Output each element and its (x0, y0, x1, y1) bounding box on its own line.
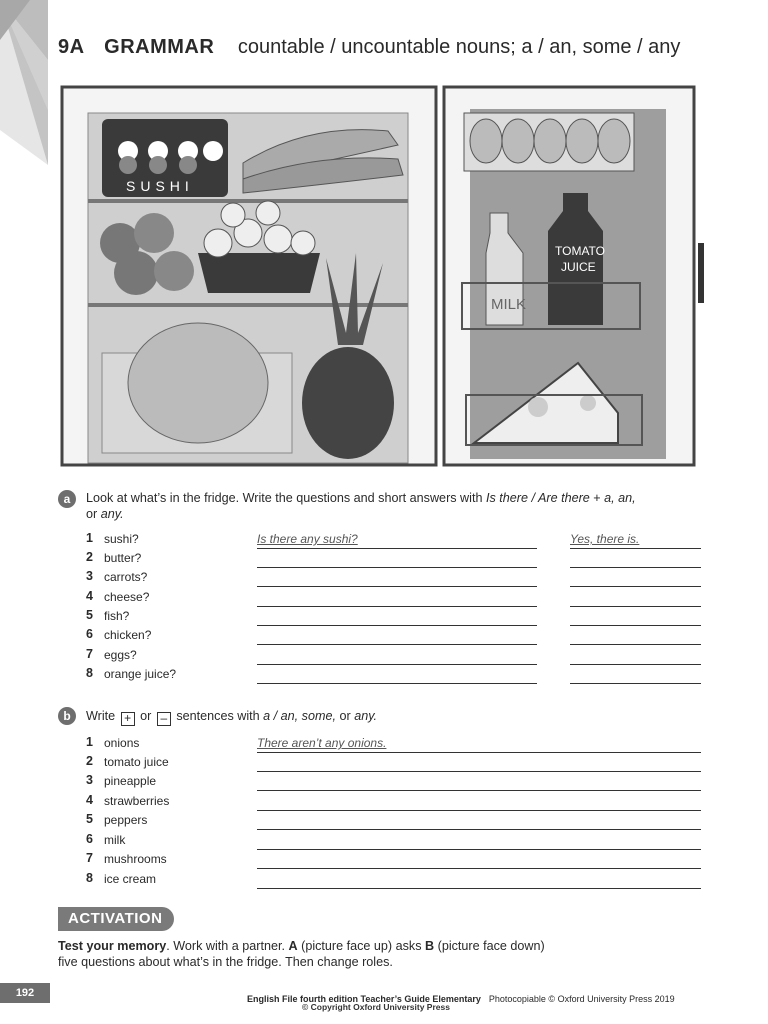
juice-label-1: TOMATO (555, 244, 606, 258)
footer-text: English File fourth edition Teacher’s Guide Elementary Photocopiable © Oxford University Press 2019 (247, 994, 675, 1004)
answer-question-line[interactable] (257, 549, 537, 568)
answer-short-line[interactable] (570, 626, 701, 645)
answer-short-line[interactable]: Yes, there is. (570, 530, 701, 549)
answer-question-line[interactable] (257, 626, 537, 645)
answer-question-line[interactable] (257, 607, 537, 626)
answer-question-line[interactable] (257, 588, 537, 607)
exercise-a-item: 3 carrots? (86, 568, 702, 586)
exercise-b-item: 3 pineapple (86, 772, 702, 790)
milk-label: MILK (491, 296, 527, 313)
answer-question-line[interactable]: Is there any sushi? (257, 530, 537, 549)
topic-text: countable / uncountable nouns; a / an, some / any (237, 36, 681, 58)
answer-sentence-line[interactable] (257, 870, 701, 889)
exercise-b-instructions: Write + or – sentences with a / an, some, or any. (86, 709, 378, 725)
answer-sentence-line[interactable] (257, 831, 701, 850)
answer-sentence-line[interactable] (257, 772, 701, 791)
sushi-label: SUSHI (126, 178, 194, 194)
exercise-b-badge: b (58, 707, 76, 725)
exercise-b-item: 8 ice cream (86, 870, 702, 888)
exercise-a-item: 6 chicken? (86, 626, 702, 644)
exercise-a-item: 2 butter? (86, 549, 702, 567)
exercise-a-instructions: Look at what’s in the fridge. Write the questions and short answers with Is there / Are there + a, an, or any. (86, 491, 636, 521)
answer-sentence-line[interactable] (257, 811, 701, 830)
answer-short-line[interactable] (570, 665, 701, 684)
answer-short-line[interactable] (570, 568, 701, 587)
exercise-a-item: 7 eggs? (86, 646, 702, 664)
copyright-notice: © Copyright Oxford University Press (302, 1002, 450, 1012)
exercise-a-item: 4 cheese? (86, 588, 702, 606)
section-word: GRAMMAR (104, 36, 215, 58)
minus-box-icon: – (157, 712, 171, 726)
exercise-b-item: 7 mushrooms (86, 850, 702, 868)
corner-fan-decoration (0, 0, 48, 165)
answer-sentence-line[interactable] (257, 792, 701, 811)
answer-question-line[interactable] (257, 568, 537, 587)
juice-label-2: JUICE (561, 260, 596, 274)
exercise-a-badge: a (58, 490, 76, 508)
exercise-b-item: 2 tomato juice (86, 753, 702, 771)
activation-text: Test your memory. Work with a partner. A (picture face up) asks B (picture face down) five questions about what’s in the fridge. Then change roles. (58, 939, 545, 969)
exercise-a-item: 5 fish? (86, 607, 702, 625)
exercise-b-item: 5 peppers (86, 811, 702, 829)
fridge-illustration (58, 83, 710, 473)
exercise-b-item: 6 milk (86, 831, 702, 849)
exercise-b-item: 4 strawberries (86, 792, 702, 810)
exercise-a-item: 1 sushi? Is there any sushi? Yes, there is. (86, 530, 702, 548)
page-number: 192 (0, 983, 50, 1003)
answer-question-line[interactable] (257, 665, 537, 684)
answer-short-line[interactable] (570, 607, 701, 626)
page-title (58, 36, 680, 59)
activation-banner: ACTIVATION (58, 907, 174, 931)
answer-sentence-line[interactable] (257, 753, 701, 772)
answer-short-line[interactable] (570, 588, 701, 607)
answer-short-line[interactable] (570, 549, 701, 568)
answer-question-line[interactable] (257, 646, 537, 665)
answer-sentence-line[interactable] (257, 850, 701, 869)
exercise-a-item: 8 orange juice? (86, 665, 702, 683)
answer-short-line[interactable] (570, 646, 701, 665)
plus-box-icon: + (121, 712, 135, 726)
unit-code: 9A (58, 36, 85, 58)
exercise-b-item: 1 onions There aren’t any onions. (86, 734, 702, 752)
answer-sentence-line[interactable]: There aren’t any onions. (257, 734, 701, 753)
